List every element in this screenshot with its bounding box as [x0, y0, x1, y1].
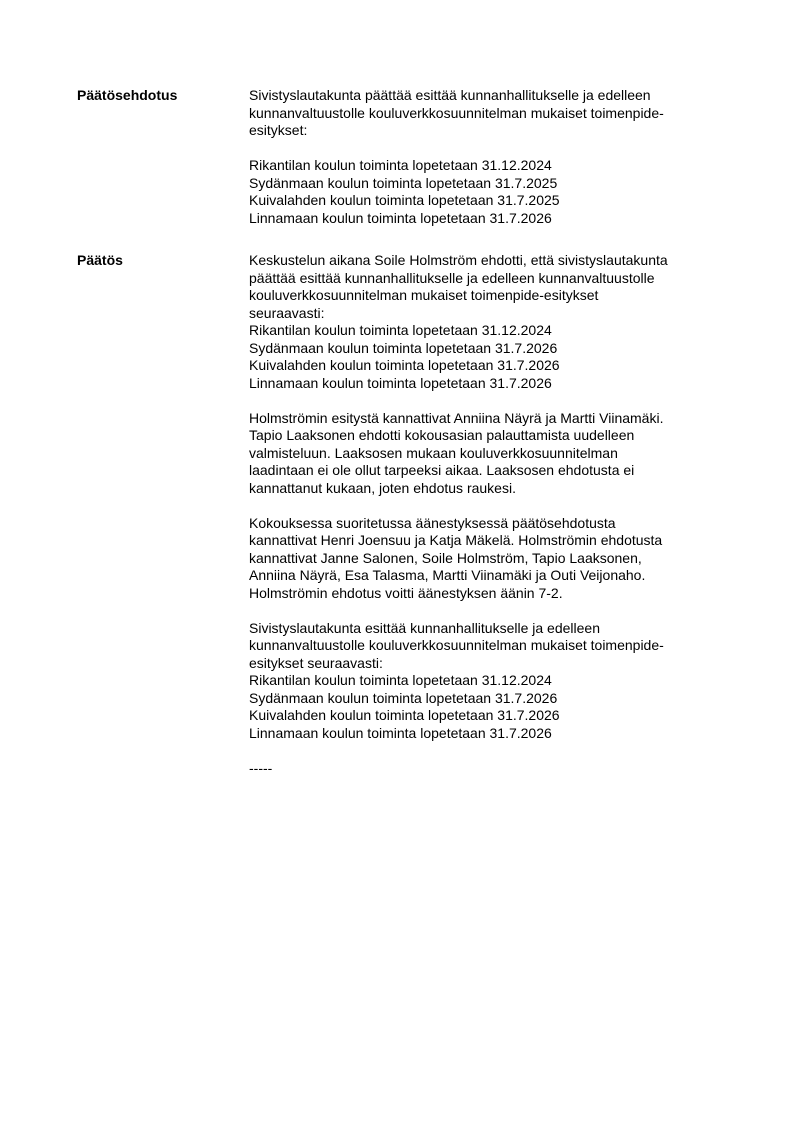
text-line: Tapio Laaksonen ehdotti kokousasian palauttamista uudelleen [249, 427, 635, 443]
paragraph-gap [249, 497, 739, 515]
text-line: Sivistyslautakunta esittää kunnanhallitukselle ja edelleen [249, 619, 600, 636]
text-line: Sydänmaan koulun toiminta lopetetaan 31.7.2026 [249, 689, 558, 706]
text-line: päättää esittää kunnanhallitukselle ja edelleen kunnanvaltuustolle [249, 269, 655, 286]
text-line: Kuivalahden koulun toiminta lopetetaan 31.7.2025 [249, 192, 560, 208]
paragraph [249, 87, 739, 140]
text-line: Sivistyslautakunta päättää esittää kunnanhallitukselle ja edelleen [249, 87, 651, 103]
paragraph-gap [249, 602, 739, 620]
text-line: Linnamaan koulun toiminta lopetetaan 31.7.2026 [249, 209, 552, 226]
section-heading: Päätösehdotus [77, 87, 178, 103]
text-line: Holmströmin ehdotus voitti äänestyksen äänin 7-2. [249, 584, 563, 601]
paragraph [249, 157, 739, 227]
text-line: Sydänmaan koulun toiminta lopetetaan 31.7.2025 [249, 174, 558, 191]
paragraph-gap [249, 742, 739, 760]
text-line: esitykset seuraavasti: [249, 654, 383, 671]
text-line: Rikantilan koulun toiminta lopetetaan 31.12.2024 [249, 322, 552, 338]
text-line: laadintaan ei ole ollut tarpeeksi aikaa. Laaksosen ehdotusta ei [249, 462, 635, 478]
paragraph-gap [249, 140, 739, 158]
text-line: kannattivat Henri Joensuu ja Katja Mäkelä. Holmströmin ehdotusta [249, 532, 663, 548]
section-body [249, 87, 739, 227]
text-line: Keskustelun aikana Soile Holmström ehdotti, että sivistyslautakunta [249, 252, 668, 268]
paragraph [249, 252, 739, 392]
paragraph [249, 515, 739, 603]
section-body [249, 252, 739, 777]
paragraph-gap [249, 392, 739, 410]
text-line: Sydänmaan koulun toiminta lopetetaan 31.7.2026 [249, 339, 558, 356]
text-line: Rikantilan koulun toiminta lopetetaan 31.12.2024 [249, 672, 552, 688]
paragraph [249, 760, 739, 778]
paragraph [249, 410, 739, 498]
section-heading: Päätös [77, 252, 123, 268]
text-line: Holmströmin esitystä kannattivat Anniina Näyrä ja Martti Viinamäki. [249, 409, 664, 426]
text-line: Kuivalahden koulun toiminta lopetetaan 31.7.2026 [249, 707, 560, 723]
text-line: kunnanvaltuustolle kouluverkkosuunnitelman mukaiset toimenpide- [249, 637, 664, 653]
text-line: kannattivat Janne Salonen, Soile Holmström, Tapio Laaksonen, [249, 549, 642, 566]
text-line: Kuivalahden koulun toiminta lopetetaan 31.7.2026 [249, 357, 560, 373]
text-line: kouluverkkosuunnitelman mukaiset toimenpide-esitykset [249, 287, 599, 303]
text-line: kannattanut kukaan, joten ehdotus raukesi. [249, 479, 516, 496]
text-line: esitykset: [249, 122, 308, 138]
text-line: kunnanvaltuustolle kouluverkkosuunnitelman mukaiset toimenpide- [249, 104, 664, 121]
text-line: valmisteluun. Laaksosen mukaan kouluverkkosuunnitelman [249, 444, 618, 461]
end-marker: ----- [249, 759, 273, 776]
text-line: Linnamaan koulun toiminta lopetetaan 31.7.2026 [249, 724, 552, 741]
text-line: seuraavasti: [249, 304, 325, 321]
text-line: Kokouksessa suoritetussa äänestyksessä päätösehdotusta [249, 514, 616, 531]
text-line: Rikantilan koulun toiminta lopetetaan 31.12.2024 [249, 157, 552, 173]
text-line: Anniina Näyrä, Esa Talasma, Martti Viinamäki ja Outi Veijonaho. [249, 567, 646, 583]
text-line: Linnamaan koulun toiminta lopetetaan 31.7.2026 [249, 374, 552, 391]
paragraph [249, 620, 739, 743]
